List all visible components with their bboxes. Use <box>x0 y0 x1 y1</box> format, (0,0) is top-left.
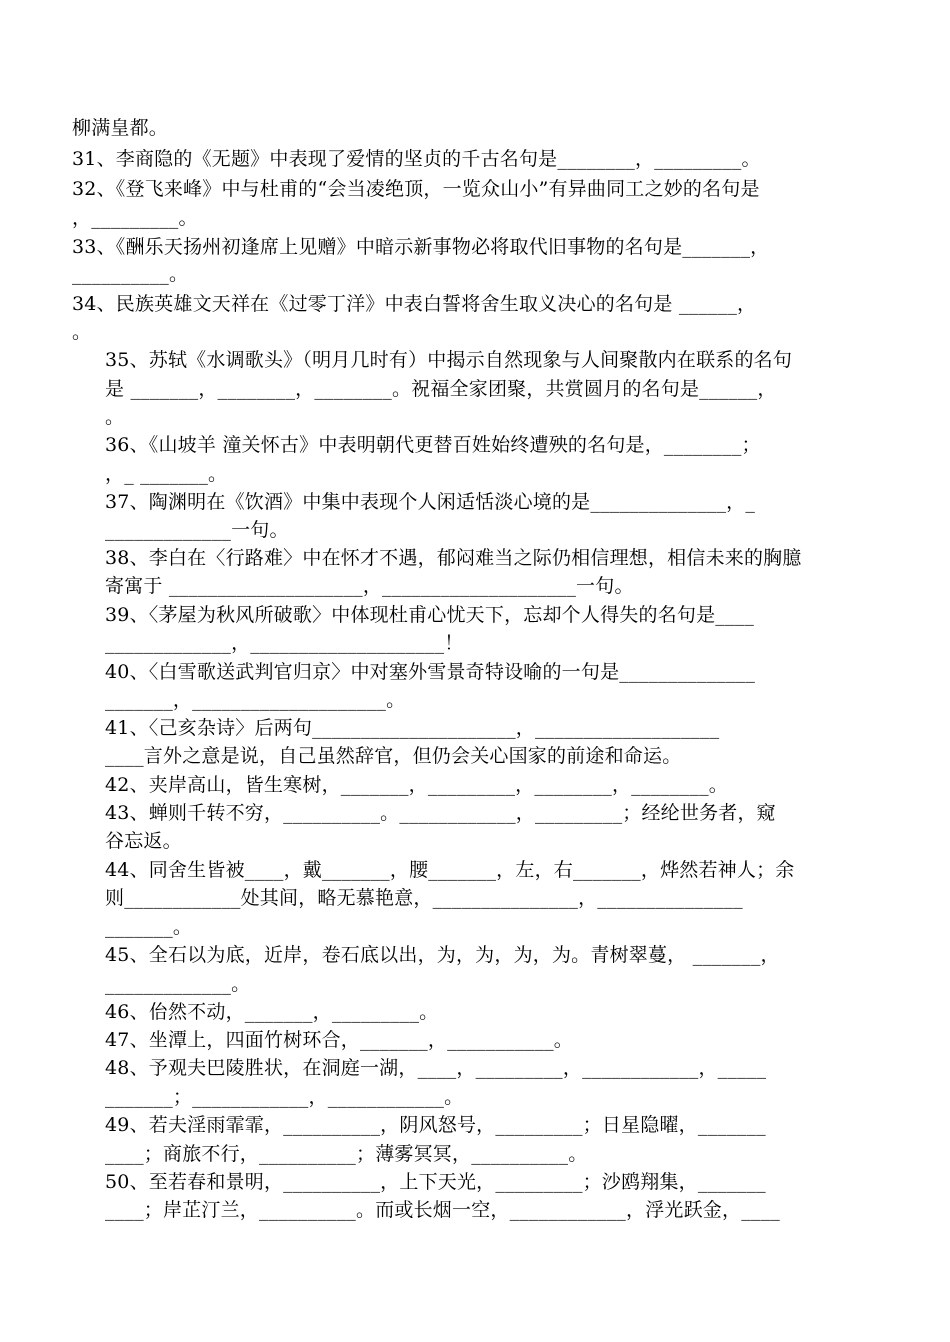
text-line: 是 _______，________，________。祝福全家团聚，共赏圆月的名句是______， <box>105 378 777 400</box>
text-line: 41、〈己亥杂诗〉后两句_____________________，___________________ <box>105 717 720 739</box>
text-line: _____________一句。 <box>105 519 289 541</box>
text-line: 49、若夫淫雨霏霏，__________，阴风怒号，_________；日星隐曜，_______ <box>105 1114 766 1136</box>
text-line: 。 <box>105 406 125 428</box>
text-line: 39、〈茅屋为秋风所破歌〉中体现杜甫心忧天下，忘却个人得失的名句是____ <box>105 604 755 626</box>
text-line: _______；____________，____________。 <box>105 1086 464 1108</box>
text-line: ____；岸芷汀兰，__________。而或长烟一空，____________，浮光跃金，____ <box>105 1199 781 1221</box>
text-line: 47、坐潭上，四面竹树环合，_______，___________。 <box>105 1029 573 1051</box>
text-line: ，_________。 <box>72 207 198 229</box>
text-line: 34、民族英雄文天祥在《过零丁洋》中表白誓将舍生取义决心的名句是 ______， <box>72 293 757 315</box>
text-line: 。 <box>72 321 92 343</box>
text-line: 31、李商隐的《无题》中表现了爱情的坚贞的千古名句是________，_________。 <box>72 148 761 170</box>
text-line: 柳满皇都。 <box>72 117 169 139</box>
text-line: 50、至若春和景明，__________，上下天光，_________；沙鸥翔集，_______ <box>105 1171 766 1193</box>
text-line: ，_ _______。 <box>105 463 228 485</box>
text-line: 33、《酬乐天扬州初逢席上见赠》中暗示新事物必将取代旧事物的名句是_______， <box>72 236 770 258</box>
text-line: ____；商旅不行，__________；薄雾冥冥，__________。 <box>105 1143 588 1165</box>
text-line: 46、佁然不动，_______，_________。 <box>105 1001 439 1023</box>
text-line: _____________。 <box>105 973 251 995</box>
text-line: 38、李白在〈行路难〉中在怀才不遇，郁闷难当之际仍相信理想，相信未来的胸臆 <box>105 547 802 569</box>
text-line: 35、苏轼《水调歌头》（明月几时有）中揭示自然现象与人间聚散内在联系的名句 <box>105 349 793 371</box>
text-line: 40、〈白雪歌送武判官归京〉中对塞外雪景奇特设喻的一句是______________ <box>105 661 756 683</box>
text-line: 32、《登飞来峰》中与杜甫的“会当凌绝顶，一览众山小”有异曲同工之妙的名句是 <box>72 178 760 200</box>
text-line: ____言外之意是说，自己虽然辞官，但仍会关心国家的前途和命运。 <box>105 745 682 767</box>
text-line: 则____________处其间，略无慕艳意，_______________，_______________ <box>105 887 743 909</box>
text-line: 43、蝉则千转不穷，__________。____________，_________；经纶世务者，窥 <box>105 802 776 824</box>
text-line: _____________，____________________！ <box>105 632 464 654</box>
text-line: __________。 <box>72 263 189 285</box>
text-line: 谷忘返。 <box>105 830 182 852</box>
text-line: _______。 <box>105 916 193 938</box>
text-line: _______，____________________。 <box>105 689 406 711</box>
text-line: 寄寓于 ____________________，____________________一句。 <box>105 575 634 597</box>
text-line: 48、予观夫巴陵胜状，在洞庭一湖，____，_________，____________，_____ <box>105 1057 767 1079</box>
text-line: 45、全石以为底，近岸，卷石底以出，为，为，为，为。青树翠蔓， _______， <box>105 944 780 966</box>
text-line: 37、陶渊明在《饮酒》中集中表现个人闲适恬淡心境的是______________，_ <box>105 491 756 513</box>
text-line: 36、《山坡羊 潼关怀古》中表明朝代更替百姓始终遭殃的名句是，________； <box>105 434 761 456</box>
text-line: 44、同舍生皆被____，戴_______，腰_______，左，右_______，烨然若神人；余 <box>105 859 795 881</box>
text-line: 42、夹岸高山，皆生寒树，_______，_________，________，________。 <box>105 774 728 796</box>
